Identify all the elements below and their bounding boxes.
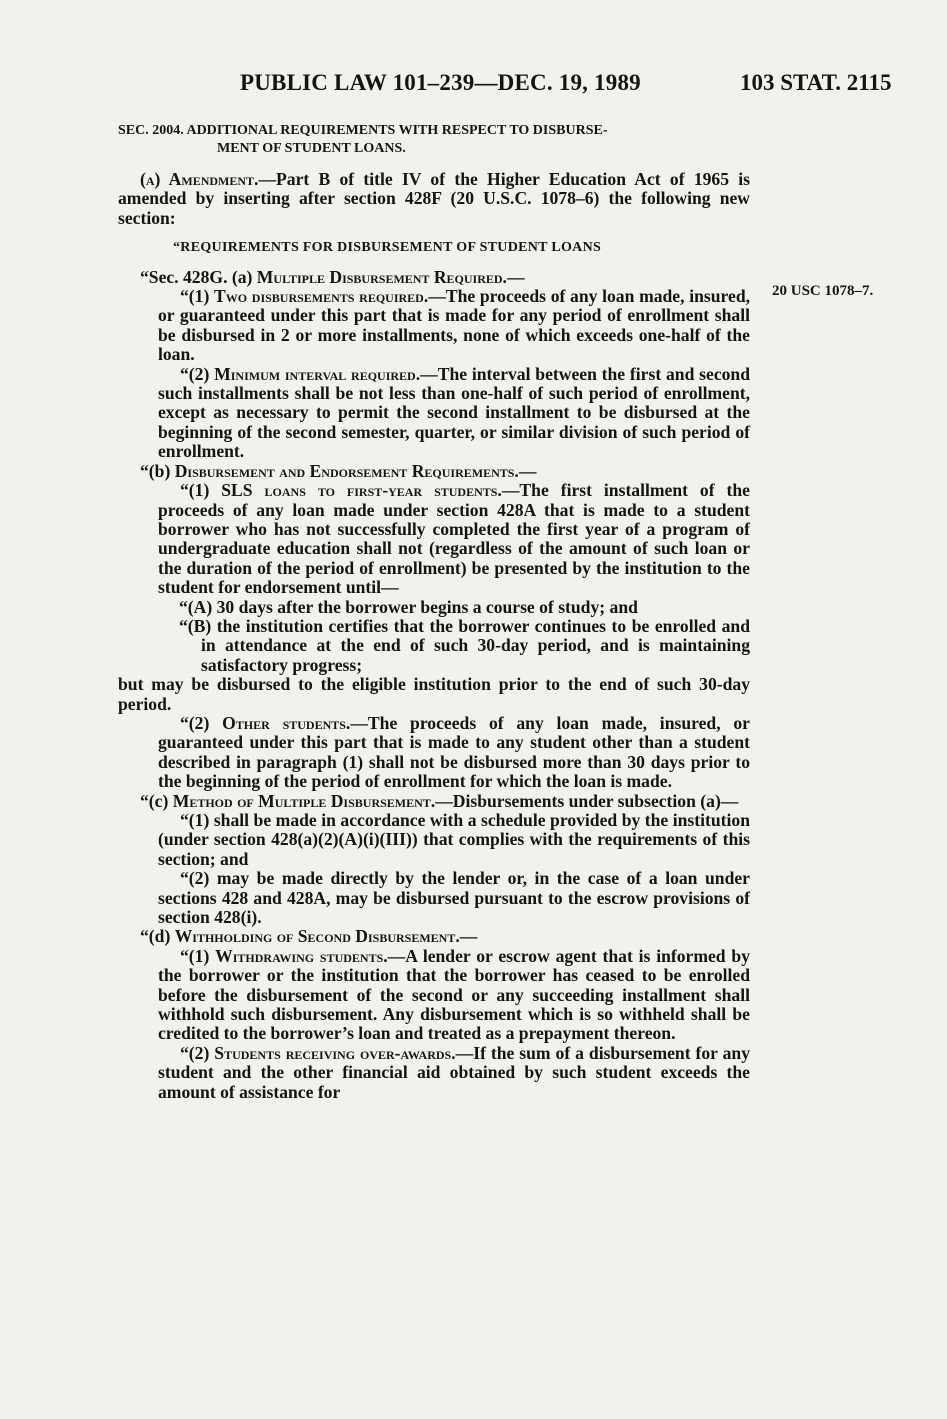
paragraph-d1-text: —A lender or escrow agent that is informed by the borrower or the institution that the borrower has ceased to be enrolled before the disbursement of the second or any succeeding installment shall withhold such disbursement. Any disbursement which is so withheld shall be credited to the borrower’s loan and treated as a prepayment thereon. xyxy=(158,945,750,1044)
paragraph-d1-title: Withdrawing students. xyxy=(215,945,388,966)
paragraph-b2-text: —The proceeds of any loan made, insured, or guaranteed under this part that is made to any student other than a student described in paragraph (1) shall not be disbursed more than 30 days prior to the beginning of the period of enrollment for which the loan is made. xyxy=(158,712,750,792)
paragraph-d1-num: “(1) xyxy=(180,945,216,966)
paragraph-b2 xyxy=(118,714,750,792)
paragraph-d2-text: —If the sum of a disbursement for any student and the other financial aid obtained by such student exceeds the amount of assistance for xyxy=(158,1042,751,1102)
subsection-c-text: —Disbursements under subsection (a)— xyxy=(435,790,739,811)
subparagraph-b1a: “(A) 30 days after the borrower begins a course of study; and xyxy=(179,596,638,617)
section-heading-line1: SEC. 2004. ADDITIONAL REQUIREMENTS WITH RESPECT TO DISBURSE- xyxy=(118,123,608,138)
subsection-b-heading xyxy=(118,462,750,481)
amendment-paragraph xyxy=(118,170,750,228)
sec-428g-lead: “Sec. 428G. (a) xyxy=(140,266,257,287)
sec-428g-subsection-a-title: Multiple Disbursement Required. xyxy=(256,266,507,287)
paragraph-a1 xyxy=(118,287,750,365)
new-section-heading: “REQUIREMENTS FOR DISBURSEMENT OF STUDENT LOANS xyxy=(173,240,602,256)
paragraph-d2-num: “(2) xyxy=(180,1042,215,1063)
subsection-d-lead: “(d) xyxy=(140,926,175,947)
amendment-text: —Part B of title IV of the Higher Education Act of 1965 is amended by inserting after section 428F (20 U.S.C. 1078–6) the following new section: xyxy=(118,169,750,228)
subsection-c xyxy=(118,792,750,811)
public-law-citation: PUBLIC LAW 101–239—DEC. 19, 1989 xyxy=(240,70,641,95)
paragraph-d2-title: Students receiving over-awards. xyxy=(214,1042,456,1063)
subsection-d-heading xyxy=(118,927,750,946)
subsection-d-title: Withholding of Second Disbursement. xyxy=(174,926,460,947)
paragraph-d2 xyxy=(118,1044,750,1102)
section-heading xyxy=(118,122,750,158)
subsection-c-lead: “(c) xyxy=(140,790,173,811)
paragraph-a2-text: —The interval between the first and second such installments shall be not less than one-half of such period of enrollment, except as necessary to permit the second installment to be disbursed at the beginning of the second semester, quarter, or similar division of such period of enrollment. xyxy=(158,363,750,462)
subsection-d-dash: — xyxy=(459,926,478,947)
paragraph-c2: “(2) may be made directly by the lender or, in the case of a loan under sections 428 and 428A, may be disbursed pursuant to the escrow provisions of section 428(i). xyxy=(158,868,750,928)
paragraph-a2-title: Minimum interval required. xyxy=(214,363,421,384)
paragraph-b1 xyxy=(118,481,750,597)
paragraph-a1-num: “(1) xyxy=(180,286,215,307)
subparagraph-b1b: “(B) the institution certifies that the borrower continues to be enrolled and in attendance at the end of such 30-day period, and is maintaining satisfactory progress; xyxy=(179,615,750,675)
subsection-c-title: Method of Multiple Disbursement. xyxy=(172,790,436,811)
sec-428g-heading xyxy=(118,268,750,287)
running-header xyxy=(0,70,947,104)
statute-page-number: 103 STAT. 2115 xyxy=(740,70,892,95)
paragraph-b1-tail: but may be disbursed to the eligible institution prior to the end of such 30-day period. xyxy=(118,674,750,714)
section-heading-line2: MENT OF STUDENT LOANS. xyxy=(217,141,406,156)
subsection-b-lead: “(b) xyxy=(140,460,175,481)
paragraph-b1-text: —The first installment of the proceeds of any loan made under section 428A that is made to a student borrower who has not successfully completed the first year of a program of undergraduate education shall not (regardless of the amount of such loan or the duration of the period of enrollment) be presented by the institution to the student for endorsement until— xyxy=(158,480,750,598)
paragraph-b1-title: loans to first-year students. xyxy=(264,480,502,501)
paragraph-b2-num: “(2) xyxy=(180,712,223,733)
amendment-label: (a) Amendment. xyxy=(140,169,259,189)
paragraph-a2 xyxy=(118,365,750,462)
document-body xyxy=(118,122,750,1102)
paragraph-c1: “(1) shall be made in accordance with a schedule provided by the institution (under section 428(a)(2)(A)(i)(III)) that complies with the requirements of this section; and xyxy=(158,810,750,869)
paragraph-a1-title: Two disbursements required. xyxy=(214,286,429,307)
paragraph-d1 xyxy=(118,947,750,1044)
subsection-b-title: Disbursement and Endorsement Requirements. xyxy=(174,460,519,481)
usc-margin-note: 20 USC 1078–7. xyxy=(772,283,874,299)
paragraph-a2-num: “(2) xyxy=(180,363,215,384)
sec-428g-dash: — xyxy=(506,266,525,287)
paragraph-b1-num: “(1) SLS xyxy=(180,480,265,501)
paragraph-a1-text: —The proceeds of any loan made, insured, or guaranteed under this part that is made for any period of enrollment shall be disbursed in 2 or more installments, none of which exceeds one-half of the loan. xyxy=(158,286,750,365)
subsection-b-dash: — xyxy=(518,460,537,481)
paragraph-b2-title: Other students. xyxy=(222,712,351,733)
